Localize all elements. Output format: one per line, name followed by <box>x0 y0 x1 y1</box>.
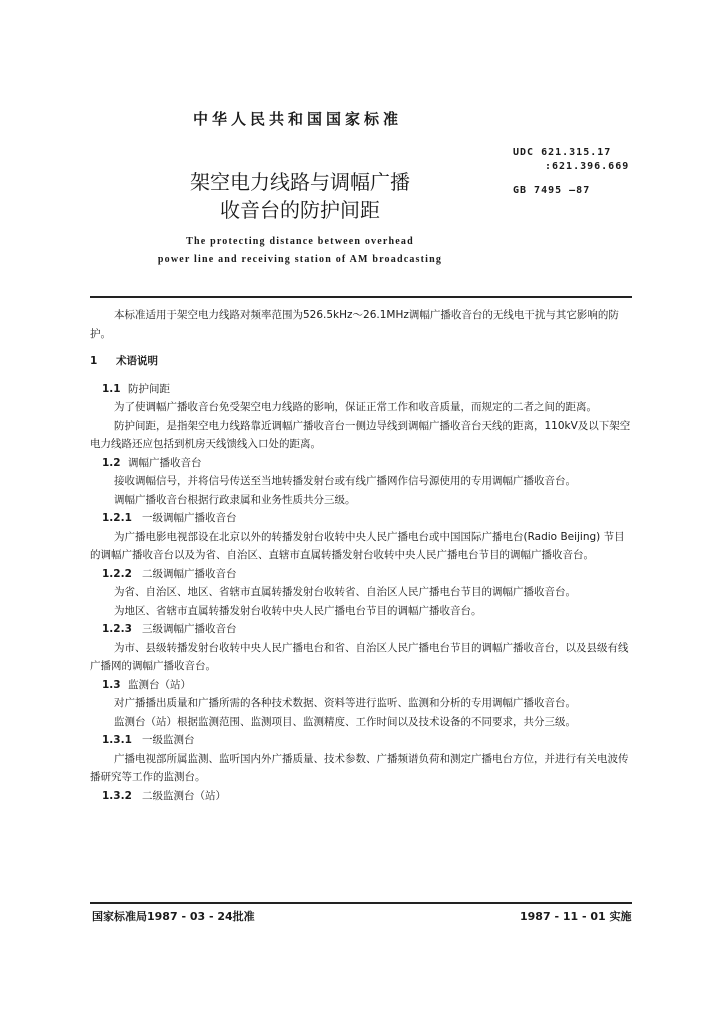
top-divider <box>90 296 632 298</box>
subsubsection-heading <box>90 787 634 806</box>
subsubsection-heading <box>90 731 634 750</box>
paragraph: 为市、县级转播发射台收转中央人民广播电台和省、自治区人民广播电台节目的调幅广播收音台，以及县级有线广播网的调幅广播收音台。 <box>90 641 629 672</box>
subsection-heading <box>90 454 634 473</box>
subsection-label: 监测台（站） <box>128 678 191 691</box>
subsection-number: 1.2 <box>102 456 121 469</box>
subsubsection-number: 1.2.2 <box>102 567 132 580</box>
subsubsection-heading <box>90 565 634 584</box>
subsubsection-number: 1.3.1 <box>102 734 132 746</box>
udc-line-1: UDC 621.315.17 <box>513 147 612 158</box>
english-title-line-1: The protecting distance between overhead <box>186 236 414 247</box>
subsection-heading <box>90 380 634 399</box>
subsection-number: 1.1 <box>102 382 121 395</box>
subsubsection-number: 1.2.1 <box>102 512 132 524</box>
title-line-1: 架空电力线路与调幅广播 <box>190 170 410 194</box>
subsection-label: 防护间距 <box>128 382 170 395</box>
paragraph: 防护间距，是指架空电力线路靠近调幅广播收音台一侧边导线到调幅广播收音台天线的距离，110kV及以下架空电力线路还应包括到机房天线馈线入口处的距离。 <box>90 419 631 450</box>
document-title <box>150 168 450 224</box>
english-title-line-2: power line and receiving station of AM broadcasting <box>157 254 443 265</box>
subsubsection-label: 三级调幅广播收音台 <box>142 623 237 635</box>
subsubsection-label: 二级监测台（站） <box>142 789 226 802</box>
subsubsection-heading <box>90 509 634 528</box>
subsubsection-label: 二级调幅广播收音台 <box>142 567 237 580</box>
intro-paragraph: 本标准适用于架空电力线路对频率范围为526.5kHz～26.1MHz调幅广播收音台的无线电干扰与其它影响的防护。 <box>90 309 619 340</box>
subsection-label: 调幅广播收音台 <box>128 456 202 469</box>
paragraph: 为了使调幅广播收音台免受架空电力线路的影响，保证正常工作和收音质量，而规定的二者之间的距离。 <box>114 401 597 413</box>
section-label: 术语说明 <box>116 355 158 367</box>
subsubsection-label: 一级监测台 <box>142 734 195 746</box>
paragraph: 广播电视部所属监测、监听国内外广播质量、技术参数、广播频谱负荷和测定广播电台方位，并进行有关电波传播研究等工作的监测台。 <box>90 752 629 783</box>
english-title <box>100 233 500 269</box>
bottom-divider <box>90 902 632 904</box>
standard-category: 中华人民共和国国家标准 <box>192 110 402 128</box>
udc-code <box>513 146 629 174</box>
section-heading <box>90 352 634 371</box>
paragraph: 为广播电影电视部设在北京以外的转播发射台收转中央人民广播电台或中国国际广播电台(Radio Beijing) 节目的调幅广播收音台以及为省、自治区、直辖市直属转播发射台收转中央人民广播电台节目的调幅广播收音台。 <box>90 530 625 561</box>
title-line-2: 收音台的防护间距 <box>220 198 380 222</box>
subsubsection-number: 1.2.3 <box>102 623 132 635</box>
subsection-number: 1.3 <box>102 678 121 691</box>
subsubsection-number: 1.3.2 <box>102 789 132 802</box>
document-body <box>90 306 634 805</box>
gb-number: GB 7495 —87 <box>513 185 591 196</box>
subsubsection-heading <box>90 620 634 639</box>
paragraph: 对广播播出质量和广播所需的各种技术数据、资料等进行监听、监测和分析的专用调幅广播收音台。 <box>114 697 576 709</box>
paragraph: 接收调幅信号，并将信号传送至当地转播发射台或有线广播网作信号源使用的专用调幅广播收音台。 <box>114 475 576 487</box>
subsection-heading <box>90 676 634 695</box>
paragraph: 为地区、省辖市直属转播发射台收转中央人民广播电台节目的调幅广播收音台。 <box>114 604 482 617</box>
paragraph: 为省、自治区、地区、省辖市直属转播发射台收转省、自治区人民广播电台节目的调幅广播收音台。 <box>114 586 576 598</box>
approval-date: 国家标准局1987 - 03 - 24批准 <box>92 910 255 923</box>
paragraph: 监测台（站）根据监测范围、监测项目、监测精度、工作时间以及技术设备的不同要求，共分三级。 <box>114 715 576 728</box>
effective-date: 1987 - 11 - 01 实施 <box>520 910 632 923</box>
udc-line-2: :621.396.669 <box>545 161 630 172</box>
section-number: 1 <box>90 355 98 367</box>
paragraph: 调幅广播收音台根据行政隶属和业务性质共分三级。 <box>114 493 356 506</box>
subsubsection-label: 一级调幅广播收音台 <box>142 512 237 524</box>
